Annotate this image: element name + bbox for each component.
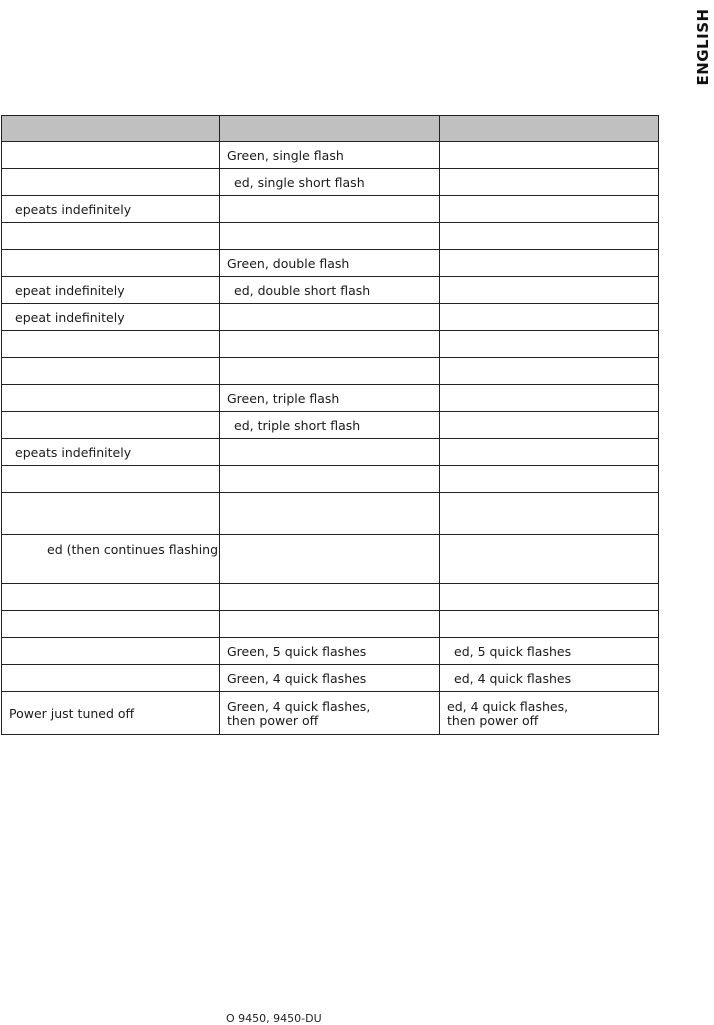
table-cell	[2, 142, 220, 169]
table-row	[2, 584, 659, 611]
table-row	[2, 611, 659, 638]
table-cell	[440, 331, 659, 358]
table-cell	[220, 466, 440, 493]
table-cell	[2, 331, 220, 358]
table-row	[2, 358, 659, 385]
table-row	[2, 304, 659, 331]
table-cell: Green, 4 quick flashes, then power off	[220, 692, 440, 735]
table-cell	[220, 331, 440, 358]
table-cell	[440, 358, 659, 385]
table-row	[2, 665, 659, 692]
header-cell-led-2	[440, 116, 659, 142]
table-cell	[440, 169, 659, 196]
table-cell	[440, 385, 659, 412]
language-tab-label: ENGLISH	[694, 8, 712, 86]
header-cell-led-1	[220, 116, 440, 142]
table-cell: epeat indefinitely	[2, 277, 220, 304]
table-cell	[220, 535, 440, 584]
table-cell	[440, 611, 659, 638]
table-row	[2, 331, 659, 358]
table-cell: ed, 4 quick flashes, then power off	[440, 692, 659, 735]
table-cell	[220, 584, 440, 611]
table-cell	[440, 439, 659, 466]
table-cell	[2, 412, 220, 439]
table-row	[2, 169, 659, 196]
table-row	[2, 142, 659, 169]
table-cell: Green, single flash	[220, 142, 440, 169]
table-cell: epeat indefinitely	[2, 304, 220, 331]
table-cell: ed (then continues flashing	[2, 535, 220, 584]
header-cell-event	[2, 116, 220, 142]
table-cell	[2, 169, 220, 196]
language-tab	[692, 8, 714, 86]
table-cell: Green, triple flash	[220, 385, 440, 412]
table-row	[2, 196, 659, 223]
table-cell	[2, 665, 220, 692]
table-row	[2, 223, 659, 250]
table-cell: Power just tuned off	[2, 692, 220, 735]
table-cell	[2, 385, 220, 412]
table-cell	[2, 250, 220, 277]
table-cell	[440, 304, 659, 331]
table-cell: ed, 4 quick flashes	[440, 665, 659, 692]
table-cell	[2, 466, 220, 493]
table-row	[2, 250, 659, 277]
table-cell	[2, 493, 220, 535]
table-row	[2, 277, 659, 304]
table-cell	[2, 638, 220, 665]
table-row	[2, 692, 659, 735]
table-cell	[440, 196, 659, 223]
table-cell: ed, double short flash	[220, 277, 440, 304]
table-cell: epeats indefinitely	[2, 439, 220, 466]
table-row	[2, 493, 659, 535]
table-cell	[440, 584, 659, 611]
table-cell	[440, 223, 659, 250]
table-cell	[2, 584, 220, 611]
page-footer: O 9450, 9450-DU	[226, 1012, 322, 1025]
table-cell	[440, 466, 659, 493]
table-cell: Green, 5 quick flashes	[220, 638, 440, 665]
table-cell	[440, 277, 659, 304]
table-cell	[220, 358, 440, 385]
table-cell	[220, 493, 440, 535]
led-status-table	[1, 115, 659, 735]
table-row	[2, 535, 659, 584]
table-cell: Green, double flash	[220, 250, 440, 277]
table-header-row	[2, 116, 659, 142]
table-cell	[440, 412, 659, 439]
table-cell	[220, 223, 440, 250]
table-cell	[440, 250, 659, 277]
table-cell	[440, 535, 659, 584]
table-cell: Green, 4 quick flashes	[220, 665, 440, 692]
table-row	[2, 439, 659, 466]
table-cell	[220, 611, 440, 638]
table-cell	[2, 611, 220, 638]
table-cell	[220, 196, 440, 223]
table-cell	[220, 304, 440, 331]
table-row	[2, 466, 659, 493]
table-cell	[2, 223, 220, 250]
table-cell	[220, 439, 440, 466]
table-cell: ed, triple short flash	[220, 412, 440, 439]
table-cell: ed, 5 quick flashes	[440, 638, 659, 665]
table-row	[2, 638, 659, 665]
table-cell	[2, 358, 220, 385]
table-row	[2, 412, 659, 439]
table-cell: ed, single short flash	[220, 169, 440, 196]
table-cell	[440, 142, 659, 169]
table-cell: epeats indefinitely	[2, 196, 220, 223]
table-row	[2, 385, 659, 412]
table-cell	[440, 493, 659, 535]
